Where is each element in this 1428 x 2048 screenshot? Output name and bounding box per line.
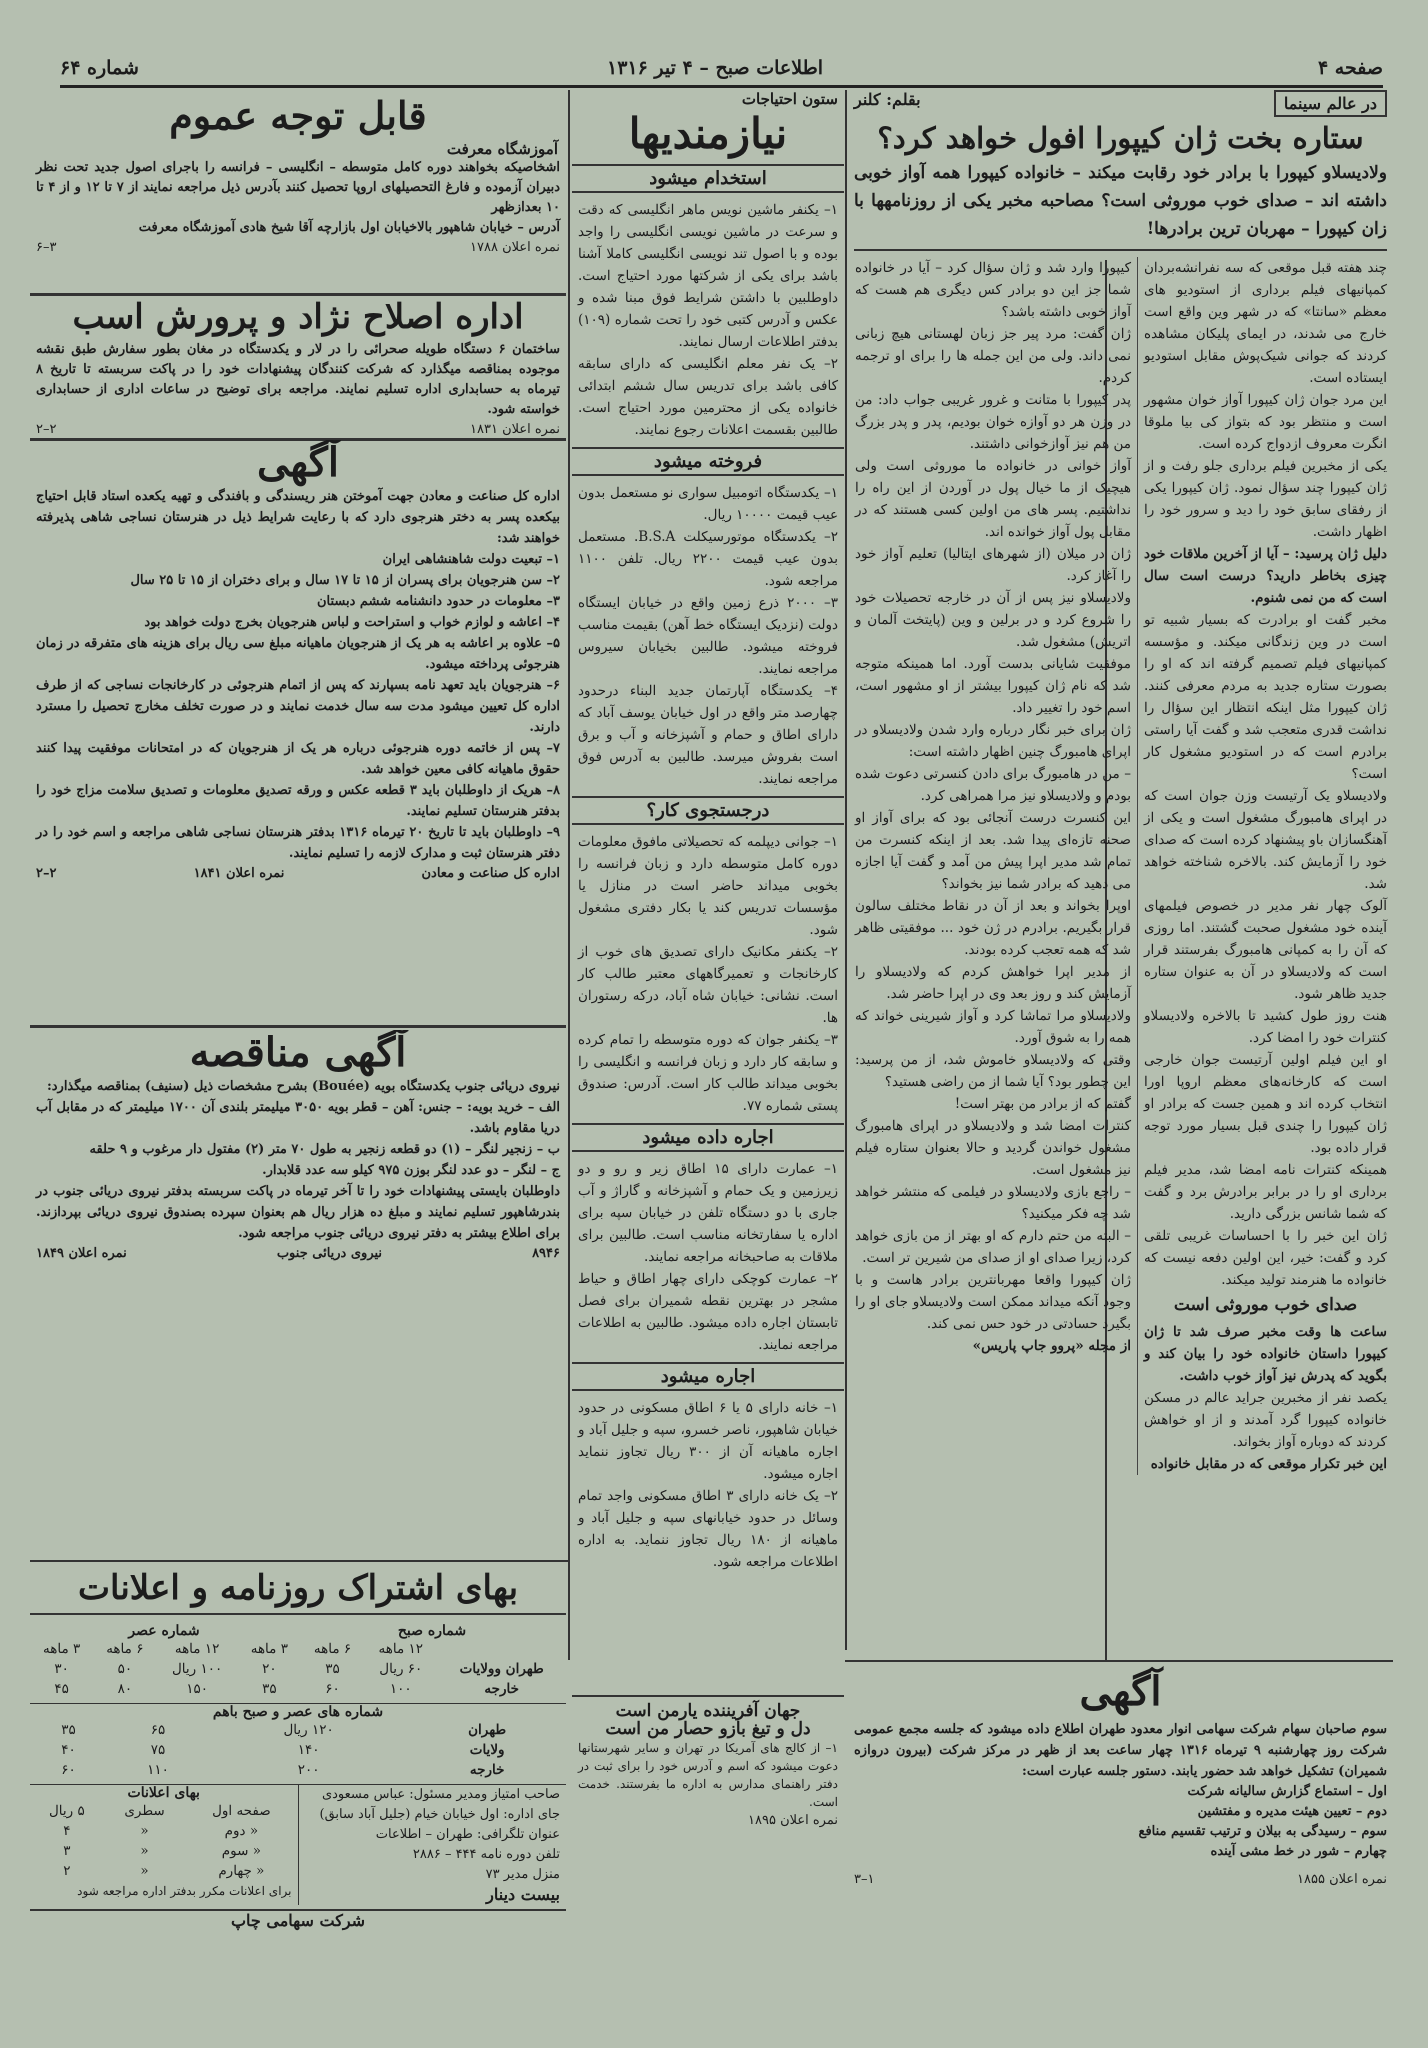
- section-heading: اجاره میشود: [572, 1362, 844, 1391]
- paragraph: چند هفته قبل موقعی که سه نفرانشه‌بردان کمپانیهای فیلم برداری از استودیو های معظم «سانتا» که در شهر وین واقع است خارج می شدند، در ایمای پلیکان مشاهده کردند که جوانی شیک‌پوش مقابل استودیو ایستاده است.: [1144, 260, 1387, 387]
- paragraph: موفقیت شایانی بدست آورد. اما همینکه متوجه شد که نام ژان کیپورا بیشتر از او مشهور است، اسم خود را تغییر داد.: [855, 656, 1131, 717]
- paragraph: – من در هامبورگ برای دادن کنسرتی دعوت شده بودم و ولادیسلاو نیز مرا همراهی کرد.: [855, 766, 1131, 805]
- notice-item: ۱– تبعیت دولت شاهنشاهی ایران: [382, 552, 560, 567]
- page-number: صفحه ۴: [1317, 57, 1383, 79]
- price-cell: ۴۰: [61, 1741, 76, 1758]
- paragraph: ژان در میلان (از شهرهای ایتالیا) تعلیم آواز خود را آغاز کرد.: [855, 546, 1131, 585]
- paragraph: ولادیسلاو مرا تماشا کرد و آواز شیرینی خواند که همه را به شوق آورد.: [855, 1008, 1131, 1047]
- price-cell: ۲۰۰: [297, 1761, 320, 1778]
- agenda-item: اول – استماع گزارش سالیانه شرکت: [1187, 1784, 1387, 1799]
- cinema-lead: ولادیسلاو کیپورا با برادر خود رقابت میکند – خانواده کیپورا همه آواز خوبی داشته اند – صدای خوب موروثی است؟ مصاحبه مخبر یکی از روزنامهها با زان کیپورا – مهربان ترین برادرها!: [854, 159, 1387, 251]
- paragraph: ژان برای خبر نگار درباره وارد شدن ولادیسلاو در اپرای هامبورگ چنین اظهار داشته است:: [855, 722, 1131, 761]
- cinema-byline: بقلم: کلنر: [854, 90, 921, 109]
- paragraph: کنترات امضا شد و ولادیسلاو در اپرای هامبورگ مشغول خواندن گردید و حالا بعنوان ستاره فیلم نیز مشغول است.: [855, 1118, 1131, 1179]
- ads-unit: «: [140, 1862, 149, 1879]
- notice-code: ۲–۲: [36, 421, 57, 437]
- section-rule: [30, 1560, 568, 1562]
- ads-price: ۵ ریال: [48, 1802, 85, 1819]
- notice-number: نمره اعلان ۱۷۸۸: [470, 239, 560, 255]
- notice-number: نمره اعلان ۱۸۵۵: [1297, 1872, 1387, 1887]
- notice-signer: نیروی دریائی جنوب: [276, 1246, 383, 1261]
- notice-item: داوطلبان بایستی پیشنهادات خود را تا آخر تیرماه در پاکت سربسته بدفتر نیروی دریائی جنوب در بندرشاهپور تسلیم نمایند و مبلغ ده هزار ریال هم بعنوان سپرده بصندوق نیروی دریائی بپردازند. برای اطلاع بیشتر به دفتر نیروی دریائی جنوب مراجعه شود.: [36, 1184, 560, 1241]
- cinema-article: [848, 88, 1393, 1658]
- subscription-box: [30, 1563, 566, 2023]
- price-cell: ۳۰: [54, 1660, 69, 1677]
- credits-block: [298, 1785, 567, 1905]
- ads-label: صفحه اول: [212, 1802, 271, 1819]
- credit-line: صاحب امتیاز ومدیر مسئول: عباس مسعودی: [321, 1786, 560, 1802]
- notice-text: اشخاصیکه بخواهند دوره کامل متوسطه – انگلیسی – فرانسه را باجرای اصول جدید تحت نظر دبیران آزموده و فارغ التحصیلهای اروپا تحصیل کنند بآدرس ذیل مراجعه نمایند از ۷ تا ۱۲ و از ۴ تا ۱۰ بعدازظهر: [36, 159, 561, 215]
- agenda-item: چهارم – شور در خط مشی آینده: [1210, 1844, 1387, 1859]
- notice-item: ۲– سن هنرجویان برای پسران از ۱۵ تا ۱۷ سال و برای دختران از ۱۵ تا ۲۵ سال: [130, 573, 560, 588]
- classified-item: ۲– یکنفر مکانیک دارای تصدیق های خوب از کارخانجات و تعمیرگاههای معتبر طالب کار است. نشانی: خیابان شاه آباد، درکه رستوران ها.: [578, 944, 838, 1027]
- notice-code: ۱–۳: [854, 1872, 875, 1887]
- cinema-rubric: در عالم سینما: [1274, 90, 1387, 117]
- paragraph: ژان کیپورا واقعا مهربانترین برادر هاست و با وجود آنکه میداند ممکن است ولادیسلاو جای او را بگیرد حسادتی در خود حس نمی کند.: [855, 1272, 1131, 1333]
- price-cell: ۱۵۰: [186, 1680, 208, 1697]
- classified-item: ۳– یکنفر جوان که دوره متوسطه را تمام کرده و سابقه کار دارد و زبان فرانسه و انگلیسی را بخوبی میداند طالب کار است. آدرس: صندوق پستی شماره ۷۷.: [578, 1032, 838, 1115]
- notice-code: ۸۹۴۶: [532, 1246, 560, 1261]
- notice-address: آدرس – خیابان شاهپور بالاخیابان اول بازارچه آقا شیخ هادی آموزشگاه معرفت: [138, 219, 560, 235]
- paragraph: گفتم که از برادر من بهتر است!: [954, 1096, 1131, 1113]
- paragraph: او این فیلم اولین آرتیست جوان خارجی است که کارخانه‌های معظم اروپا اورا انتخاب کرده اند و همین جست که برادر او ژان کیپورا را چندی قبل بسیار مورد توجه قرار داده بود.: [1144, 1052, 1387, 1157]
- paragraph: وقتی که ولادیسلاو خاموش شد، از من پرسید: این چطور بود؟ آیا شما از من راضی هستید؟: [855, 1052, 1131, 1091]
- source-line: از مجله «پروو جاپ پاریس»: [972, 1338, 1131, 1355]
- row-label: ولایات: [469, 1741, 505, 1758]
- section-heading: فروخته میشود: [572, 447, 844, 476]
- notice-text: سوم صاحبان سهام شرکت سهامی انوار معدود طهران اطلاع داده میشود که جلسه مجمع عمومی شرکت روز چهارشنبه ۹ تیرماه ۱۳۱۶ چهار ساعت بعد از ظهر در مرکز شرکت (بیرون دروازه شمیران) تشکیل خواهد شد حضور یابند. دستور جلسه عبارت است:: [854, 1722, 1387, 1779]
- classified-item: ۱– یکدستگاه اتومبیل سواری نو مستعمل بدون عیب قیمت ۱۰۰۰۰ ریال.: [578, 485, 838, 524]
- paragraph: آواز خوانی در خانواده ما موروثی است ولی هیچیک از ما خیال پول در آوردن از این راه را نداشتیم. پسر های من اولین کسی هستند که در مقابل پول آواز خوانده اند.: [855, 458, 1131, 541]
- paragraph: ولادیسلاو نیز پس از آن در خارجه تحصیلات خود را شروع کرد و در برلین و وین (پایتخت آلمان و اتریش) مشغول شد.: [855, 590, 1131, 651]
- notice-number: نمره اعلان ۱۸۴۹: [36, 1246, 127, 1261]
- price-cell: ۱۰۰ ریال: [171, 1660, 223, 1677]
- paragraph: همینکه کنترات نامه امضا شد، مدیر فیلم برداری او را در برابر برادرش برد و گفت که شما شانس بزرگی دارید.: [1144, 1162, 1387, 1223]
- notice-item: ۹– داوطلبان باید تا تاریخ ۲۰ تیرماه ۱۳۱۶ بدفتر هنرستان نساجی شاهی مراجعه و اسم خود را در دفتر هنرستان ثبت و مدارک لازمه را تسلیم نمایند.: [36, 825, 560, 861]
- classified-item: ۱– عمارت دارای ۱۵ اطاق زیر و رو و دو زیرزمین و یک حمام و آشپزخانه و گاراژ و آب جاری با دو دستگاه تلفن در خیابان سپه برای اداره یا سفارتخانه مناسب است. طالبین برای ملاقات به صاحبخانه مراجعه نمایند.: [578, 1161, 838, 1266]
- price-cell: ۳۵: [61, 1721, 76, 1738]
- agenda-item: دوم – تعیین هیئت مدیره و مفتشین: [1197, 1804, 1387, 1819]
- period-header: ۳ ماهه: [42, 1640, 81, 1657]
- price-cell: ۲۰: [262, 1660, 277, 1677]
- notice-signer: اداره کل صناعت و معادن: [421, 866, 560, 881]
- paragraph: یکی از مخبرین فیلم برداری جلو رفت و از ژان کیپورا چند سؤال نمود. ژان کیپورا یکی از رفقای سابق خود را دید و سرور خود را اظهار داشت.: [1144, 458, 1387, 541]
- evening-label: شماره عصر: [128, 1622, 200, 1639]
- notice-item: ب – زنجیر لنگر – (۱) دو قطعه زنجیر به طول ۷۰ متر (۲) مفتول دار مرغوب و ۹ حلقه: [89, 1142, 560, 1157]
- credit-line: تلفن دوره نامه ۴۴۴ – ۲۸۸۶: [412, 1846, 560, 1862]
- notice-title: اداره اصلاح نژاد و پرورش اسب: [72, 297, 524, 337]
- issue-number: شماره ۶۴: [60, 57, 139, 79]
- credit-line: منزل مدیر ۷۳: [485, 1866, 560, 1882]
- paragraph: ژان گفت: مرد پیر جز زبان لهستانی هیچ زبانی نمی داند. ولی من این جمله ها را برای او ترجمه کردم.: [855, 326, 1131, 387]
- ads-unit: سطری: [124, 1802, 165, 1819]
- notice-textile: [30, 440, 566, 1028]
- row-label: طهران: [468, 1721, 507, 1738]
- paragraph: از مدیر اپرا خواهش کردم که ولادیسلاو را آزمایش کند و روز بعد وی در اپرا حاضر شد.: [855, 964, 1131, 1003]
- ads-note: برای اعلانات مکرر بدفتر اداره مراجعه شود: [77, 1883, 292, 1898]
- notice-horse: [30, 296, 566, 441]
- period-header: ۳ ماهه: [250, 1640, 288, 1657]
- notice-code: ۳–۶: [36, 239, 57, 255]
- paragraph: کیپورا وارد شد و ژان سؤال کرد – آیا در خانواده شما جز این دو برادر کس دیگری هم هست که آواز خوبی داشته باشد؟: [855, 260, 1131, 321]
- notice-shareholders: [848, 1665, 1393, 1995]
- notice-number: نمره اعلان ۱۸۴۱: [193, 866, 285, 881]
- printer-line: شرکت سهامی چاپ: [30, 1909, 566, 1930]
- ads-unit: «: [140, 1822, 149, 1839]
- period-header: ۱۲ ماهه: [174, 1640, 220, 1657]
- price-cell: ۳۵: [325, 1660, 340, 1677]
- row-label: طهران وولایات: [459, 1660, 544, 1677]
- classified-item: ۳– ۲۰۰۰ ذرع زمین واقع در خیابان ایستگاه دولت (نزدیک ایستگاه خط آهن) بقیمت مناسب فروخته میشود. طالبین بخیابان سیروس مراجعه نمایند.: [578, 595, 838, 678]
- credit-line: جای اداره: اول خیابان خیام (جلیل آباد سابق): [319, 1806, 560, 1822]
- ads-price: ۲: [63, 1862, 71, 1879]
- paragraph: این مرد جوان ژان کیپورا آواز خوان مشهور است و منتظر بود که بتواز کی بیا ملوقا انگرت معروف ازدواج کرده است.: [1144, 392, 1387, 453]
- classified-item: ۴– یکدستگاه آپارتمان جدید البناء درحدود چهارصد متر واقع در اول خیابان یوسف آباد که دارای اطاق و حمام و آشپزخانه و آب و برق است بفروش میرسد. طالبین به آدرس فوق مراجعه نمایند.: [578, 683, 838, 788]
- notice-number: نمره اعلان ۱۸۹۵: [748, 1812, 838, 1828]
- notice-item: ۸– هریک از داوطلبان باید ۳ قطعه عکس و ورقه تصدیق معلومات و تصدیق سلامت مزاج خود را بدفتر هنرستان تسلیم نمایند.: [36, 783, 560, 819]
- price-cell: ۱۴۰: [297, 1741, 320, 1758]
- notice-title: آگهی مناقصه: [189, 1030, 407, 1076]
- period-header: ۶ ماهه: [106, 1640, 144, 1657]
- paragraph: مخبر گفت او برادرت که بسیار شبیه تو است در وین زندگانی میکند. و مؤسسه کمپانیهای فیلم تصمیم گرفته اند که او را بصورت ستاره جدید به مردم معرفی کنند. ژان کیپورا مثل اینکه انتظار این سؤال را نداشت قدری متعجب شد و گفت آیا راستی برادرم است که در استودیو مشغول کار است؟: [1144, 612, 1387, 783]
- paragraph: این خبر تکرار موقعی که در مقابل خانواده: [1150, 1456, 1387, 1473]
- notice-item: ۳– معلومات در حدود دانشنامه ششم دبستان: [316, 594, 560, 609]
- period-header: ۶ ماهه: [313, 1640, 352, 1657]
- cinema-title: ستاره بخت ژان کیپورا افول خواهد کرد؟: [877, 121, 1364, 155]
- classified-item: ۱– جوانی دیپلمه که تحصیلاتی مافوق معلومات دوره کامل متوسطه دارد و زبان فرانسه را بخوبی میداند حاضر است در منازل یا مؤسسات تدریس کند یا بکار دفتری مشغول شود.: [578, 834, 838, 939]
- issue-date: اطلاعات صبح – ۴ تیر ۱۳۱۶: [606, 57, 823, 79]
- paragraph: ولادیسلاو یک آرتیست وزن جوان است که در اپرای هامبورگ مشغول است و یکی از آهنگسازان باو پیشنهاد کرده است که صدای خود را آزمایش کند. بالاخره شناخته خواهد شد.: [1144, 788, 1387, 893]
- subscription-title: بهای اشتراک روزنامه و اعلانات: [30, 1571, 566, 1615]
- motto-text: ۱– از کالج های آمریکا در تهران و سایر شهرستانها دعوت میشود که اسم و آدرس خود را برای ثبت در دفتر راهنمای مدارس به اداره ما بفرستند. خدمت است.: [578, 1740, 838, 1809]
- motto-title: جهان آفریننده یارمن است: [615, 1701, 801, 1721]
- motto-subtitle: دل و تیغ بازو حصار من است: [605, 1718, 811, 1739]
- paragraph: – البته من حتم دارم که او بهتر از من بازی خواهد کرد، زیرا صدای او از صدای من شیرین تر است.: [855, 1228, 1131, 1267]
- cinema-left-column: [849, 257, 1137, 1475]
- price-cell: ۷۵: [150, 1741, 166, 1758]
- classified-item: ۲– عمارت کوچکی دارای چهار اطاق و حیاط مشجر در بهترین نقطه شمیران برای فصل تابستان اجاره داده میشود. طالبین به اطلاعات مراجعه نمایند.: [578, 1271, 838, 1354]
- column-rule: [845, 90, 847, 1650]
- paragraph: ساعت ها وقت مخبر صرف شد تا ژان کیپورا داستان خانواده خود را بیان کند و بگوید که پدرش نیز آواز خوب داشت.: [1144, 1324, 1387, 1385]
- paragraph: یکصد نفر از مخبرین جراید عالم در مسکن خانواده کیپورا گرد آمدند و از او خواهش کردند که دوباره آواز بخواند.: [1144, 1390, 1387, 1451]
- price-cell: ۳۵: [262, 1680, 277, 1697]
- combined-label: شماره های عصر و صبح باهم: [30, 1703, 566, 1720]
- section-heading: استخدام میشود: [572, 164, 844, 193]
- price-cell: ۱۱۰: [147, 1761, 169, 1778]
- notice-item: ۵– علاوه بر اعاشه به هر یک از هنرجویان ماهیانه مبلغ سی ریال برای هزینه های متفرقه در زمان هنرجوئی پرداخته میشود.: [36, 636, 560, 672]
- ads-label: « دوم: [224, 1822, 259, 1839]
- notice-intro: اداره کل صناعت و معادن جهت آموختن هنر ریسندگی و بافندگی و تهیه یکعده استاد قابل احتیاج بیکعده پسر به دختر هنرجوی دارد که با رعایت شرایط ذیل در هنرستان نساجی شاهی پذیرفته خواهند شد:: [36, 489, 560, 546]
- period-header: ۱۲ ماهه: [378, 1640, 424, 1657]
- paragraph: هنت روز طول کشید تا بالاخره ولادیسلاو کنترات خود را امضا کرد.: [1144, 1008, 1387, 1047]
- row-label: خارجه: [469, 1761, 505, 1778]
- classified-item: ۲– یکدستگاه موتورسیکلت B.S.A. مستعمل بدون عیب قیمت ۲۲۰۰ ریال. تلفن ۱۱۰۰ مراجعه شود.: [578, 529, 839, 590]
- section-heading: اجاره داده میشود: [572, 1123, 844, 1152]
- ads-label: « سوم: [221, 1842, 261, 1859]
- notice-item: ۷– پس از خاتمه دوره هنرجوئی درباره هر یک از هنرجویان که در امتحانات موفقیت پیدا کنند حقوق ماهیانه کافی معین خواهد شد.: [36, 741, 560, 777]
- ads-unit: «: [140, 1842, 149, 1859]
- morning-label: شماره صبح: [397, 1622, 467, 1639]
- notice-subtitle: آموزشگاه معرفت: [446, 139, 558, 158]
- paragraph: دلیل ژان پرسید: – آیا از آخرین ملاقات خود چیزی بخاطر دارید؟ درست است سال است که من نمی شنوم.: [1144, 546, 1387, 607]
- price-cell: ۶۰ ریال: [379, 1660, 423, 1677]
- notice-item: ج – لنگر – دو عدد لنگر بوزن ۹۷۵ کیلو سه عدد قلابدار.: [262, 1163, 560, 1178]
- price-cell: ۴۵: [54, 1680, 69, 1697]
- subheading: صدای خوب موروثی است: [1173, 1295, 1358, 1316]
- price-cell: ۱۰۰: [389, 1680, 412, 1697]
- paragraph: ژان این خبر را با احساسات غریبی تلقی کرد و گفت: خیر، این اولین دفعه نیست که خانواده ما هنرمند تولید میکند.: [1144, 1228, 1387, 1289]
- ads-rates-block: [30, 1785, 298, 1905]
- classified-item: ۲– یک نفر معلم انگلیسی که دارای سابقه کافی باشد برای تدریس سال ششم ابتدائی خانواده یکی از محترمین مورد احتیاج است. طالبین بقسمت اعلانات رجوع نمایند.: [578, 356, 838, 439]
- notice-tender: [30, 1030, 566, 1558]
- ads-label: « چهارم: [218, 1862, 265, 1879]
- combined-table: [30, 1720, 566, 1780]
- notice-code: ۲–۲: [36, 866, 57, 881]
- column-rule: [568, 90, 570, 1660]
- paragraph: این کنسرت درست آنجائی بود که برای آواز او صحنه تازه‌ای پیدا شد. بعد از اینکه کنسرت من تمام شد مدیر اپرا پیش من آمد و گفت آیا اجازه می دهید که برادر شما نیز بخواند؟: [855, 810, 1131, 893]
- classifieds-column: [572, 88, 844, 1658]
- classified-item: ۲– یک خانه دارای ۳ اطاق مسکونی واجد تمام وسائل در حدود خیابانهای سپه و جلیل آباد و ماهیانه از ۱۸۰ ریال تجاوز ننماید. به اداره اطلاعات مراجعه شود.: [578, 1488, 839, 1571]
- price-cell: ۵۰: [117, 1660, 133, 1677]
- price-cell: ۶۰: [61, 1761, 76, 1778]
- notice-item: ۴– اعاشه و لوازم خواب و استراحت و لباس هنرجویان بخرج دولت خواهد بود: [144, 615, 560, 630]
- motto-notice: [572, 1695, 844, 1867]
- price-cell: ۱۲۰ ریال: [283, 1721, 334, 1738]
- paragraph: – راجع بازی ولادیسلاو در فیلمی که منتشر خواهد شد چه فکر میکنید؟: [855, 1184, 1131, 1223]
- issue-price: بیست دینار: [486, 1884, 560, 1904]
- section-heading: درجستجوی کار؟: [572, 796, 844, 825]
- paragraph: پدر کیپورا با متانت و غرور غریبی جواب داد: من در وزن هر دو آوازه خوان بودیم، پدر و پدر بزرگ من هم نیز آوازخوانی داشتند.: [855, 392, 1131, 453]
- subscription-table: [30, 1639, 566, 1699]
- notice-item: الف – خرید بویه: – جنس: آهن – قطر بویه ۳۰۵۰ میلیمتر بلندی آن ۱۷۰۰ میلیمتر که در مقابل آب دریا مقاوم باشد.: [36, 1100, 560, 1136]
- notice-title: آگهی: [1079, 1668, 1162, 1715]
- paragraph: اوپرا بخواند و بعد از آن در نقاط مختلف سالون قرار بگیریم. برادرم در ژن خود ... موفقیتی ظاهر شد که همه تعجب کرده بودند.: [855, 898, 1131, 959]
- ads-price: ۳: [63, 1842, 71, 1859]
- classified-item: ۱– خانه دارای ۵ یا ۶ اطاق مسکونی در حدود خیابان شاهپور، ناصر خسرو، سپه و جلیل آباد و اجاره ماهیانه آن از ۳۰۰ ریال تجاوز ننماید اجاره میشود.: [578, 1400, 838, 1483]
- notice-title: قابل توجه عموم: [169, 93, 427, 138]
- classifieds-rubric: ستون احتیاجات: [741, 90, 838, 108]
- price-cell: ۶۵: [150, 1721, 166, 1738]
- notice-text: نیروی دریائی جنوب یکدستگاه بویه (Bouée) بشرح مشخصات ذیل (سنیف) بمناقصه میگذارد:: [46, 1079, 560, 1094]
- classifieds-title: نیازمندیها: [628, 109, 788, 158]
- cinema-right-column: [1137, 257, 1393, 1475]
- notice-item: ۶– هنرجویان باید تعهد نامه بسپارند که پس از اتمام هنرجوئی در کارخانجات نساجی که از طرف اداره کل تعیین میشود مدت سه سال خدمت نمایند و در صورت تخلف مخارج تحصیل را مسترد دارند.: [36, 678, 560, 735]
- notice-school: [30, 88, 566, 296]
- credit-line: عنوان تلگرافی: طهران – اطلاعات: [375, 1826, 560, 1842]
- ads-title: بهای اعلانات: [127, 1784, 200, 1801]
- notice-text: ساختمان ۶ دستگاه طویله صحرائی را در لار و یکدستگاه در مغان بطور سفارش طبق نقشه موجوده بمناقصه میگذارد که شرکت کنندگان پیشنهادات خود را در پاکت سربسته تا تاریخ ۸ تیرماه به حسابداری اداره تسلیم نمایند. مراجعه برای توضیح در ساعات اداری از حسابداری خواسته شود.: [36, 341, 560, 417]
- notice-number: نمره اعلان ۱۸۳۱: [470, 421, 560, 437]
- classified-item: ۱– یکنفر ماشین نویس ماهر انگلیسی که دقت و سرعت در ماشین نویسی انگلیسی را واجد بوده و با اصول تند نویسی انگلیسی کاملا آشنا باشد برای یکی از شرکتها مورد احتیاج است. داوطلبین با داشتن شرایط فوق مبنا شده و عکس و آدرس کتبی خود را تحت شماره (۱۰۹) بدفتر اطلاعات ارسال نمایند.: [578, 202, 838, 351]
- price-cell: ۶۰: [325, 1680, 340, 1697]
- price-cell: ۸۰: [117, 1680, 133, 1697]
- agenda-item: سوم – رسیدگی به بیلان و ترتیب تقسیم منافع: [1138, 1824, 1387, 1839]
- notice-title: آگهی: [257, 440, 339, 486]
- row-label: خارجه: [484, 1680, 519, 1697]
- ads-price: ۴: [63, 1822, 71, 1839]
- page-header: [60, 55, 1383, 88]
- paragraph: آلوک چهار نفر مدیر در خصوص فیلمهای آینده خود مشغول صحبت گشتند. اما روزی که آن را به کمپانی هامبورگ بفرستند قرار است که ولادیسلاو در آن به عنوان ستاره جدید ظاهر شود.: [1144, 898, 1387, 1003]
- section-rule: [845, 1660, 1393, 1662]
